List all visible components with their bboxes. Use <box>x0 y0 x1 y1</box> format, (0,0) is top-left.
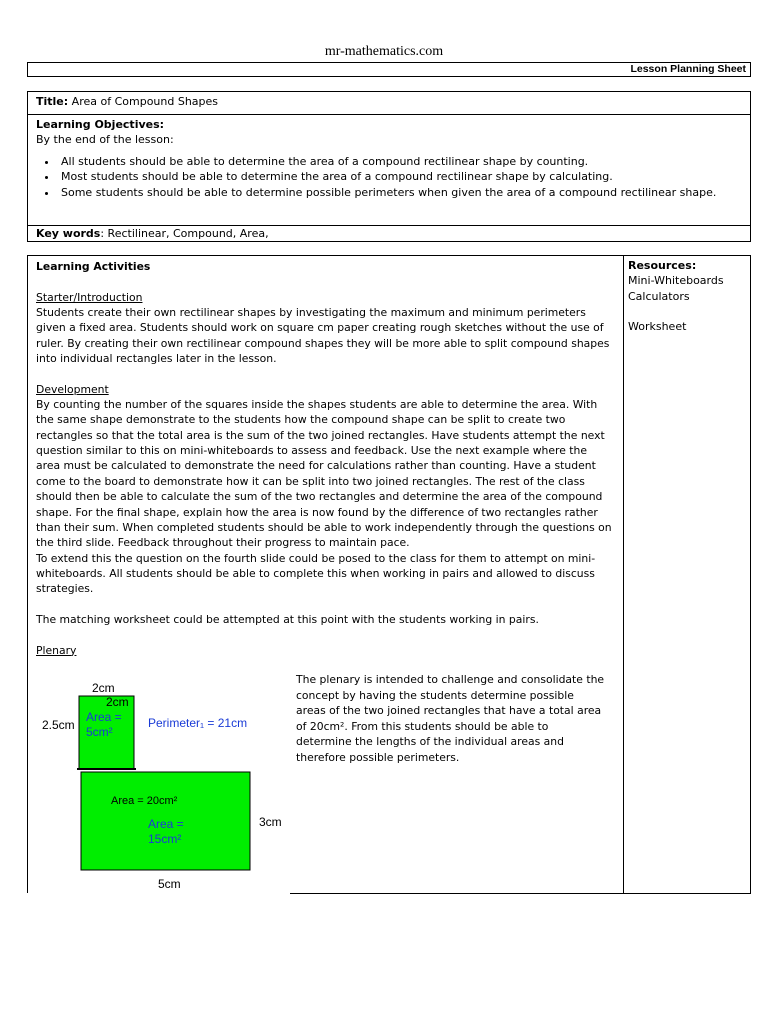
lesson-title: Area of Compound Shapes <box>71 95 219 108</box>
activities-table <box>27 255 751 893</box>
keywords-label: Key words <box>36 227 101 240</box>
development-heading: Development <box>36 382 109 396</box>
resource-item: Worksheet <box>628 320 687 334</box>
objectives-label: Learning Objectives: <box>36 118 165 131</box>
table-bottom-border <box>290 893 751 894</box>
objective-item: • Some students should be able to determine possible perimeters when given the area of a compound rectilinear shape. <box>58 185 742 200</box>
bottom-area-label-1: Area = <box>148 817 184 831</box>
activities-heading: Learning Activities <box>36 260 151 273</box>
resource-item: Calculators <box>628 289 690 303</box>
objective-item: • Most students should be able to determine the area of a compound rectilinear shape by calculating. <box>58 169 742 184</box>
starter-text: Students create their own rectilinear shapes by investigating the maximum and minimum perimeters given a fixed area. Students should work on square cm paper creating rough sketches without the use of ruler. By creating their own rectilinear compound shapes they will be more able to split compound shapes into individual rectangles later in the lesson. <box>36 306 610 366</box>
sheet-title: Lesson Planning Sheet <box>630 63 746 75</box>
bottom-area-label-2: 15cm² <box>148 832 182 846</box>
lesson-info-table <box>27 91 751 242</box>
development-text: By counting the number of the squares inside the shapes students are able to determine the area. With the same shape demonstrate to the students how the compound shape can be split to create two rectangles so that the total area is the sum of the two joined rectangles. Have students attempt the next question similar to this on mini-whiteboards to assess and feedback. Use the next example where the area must be calculated to demonstrate the need for calculations rather than counting. Have a student come to the board to demonstrate how it can be split into two joined rectangles. The rest of the class should then be able to calculate the sum of the two rectangles and determine the area of the compound shape. For the final shape, explain how the area is now found by the difference of two rectangles rather than their sum. When completed students should be able to work independently through the questions on the third slide. Feedback throughout their progress to maintain pace. <box>36 398 612 550</box>
top-area-label-1: Area = <box>86 710 122 724</box>
plenary-heading: Plenary <box>36 643 77 657</box>
top-width-label: 2cm <box>92 681 115 695</box>
title-row <box>28 92 750 115</box>
site-name: mr-mathematics.com <box>324 44 444 59</box>
resources <box>628 256 748 335</box>
title-label: Title: <box>36 95 69 108</box>
plenary-text: The plenary is intended to challenge and consolidate the concept by having the students determine possible areas of the two joined rectangles that have a total area of 20cm². From this students should be able to determine the lengths of the individual areas and therefore possible perimeters. <box>296 673 605 764</box>
extend-text: To extend this the question on the fourth slide could be posed to the class for them to attempt on mini-whiteboards. All students should be able to complete this when working in pairs and allowed to discuss strategies. <box>36 551 596 596</box>
resource-item: Mini-Whiteboards <box>628 274 724 288</box>
objectives-row <box>28 115 750 226</box>
resources-heading: Resources: <box>628 259 697 272</box>
objectives-intro: By the end of the lesson: <box>36 133 174 146</box>
sheet-header <box>27 62 751 77</box>
top-area-label-2: 5cm² <box>86 725 113 739</box>
starter-heading: Starter/Introduction <box>36 290 143 304</box>
side-height-label: 2.5cm <box>42 718 75 732</box>
compound-shape-diagram <box>28 676 290 894</box>
bottom-height-label: 3cm <box>259 815 282 829</box>
objectives-list <box>36 154 742 200</box>
top-inner-label: 2cm <box>106 695 129 709</box>
column-divider <box>623 256 624 894</box>
keywords-row <box>28 226 750 242</box>
learning-activities <box>28 256 622 661</box>
compound-shape-svg <box>28 676 290 894</box>
big-area-label: Area = 20cm² <box>111 795 178 807</box>
objective-item: • All students should be able to determine the area of a compound rectilinear shape by counting. <box>58 154 742 169</box>
bottom-width-label: 5cm <box>158 877 181 891</box>
perimeter-label: Perimeter₁ = 21cm <box>148 716 248 730</box>
worksheet-text: The matching worksheet could be attempted at this point with the students working in pairs. <box>36 612 539 626</box>
keywords-value: : Rectilinear, Compound, Area, <box>100 227 269 240</box>
